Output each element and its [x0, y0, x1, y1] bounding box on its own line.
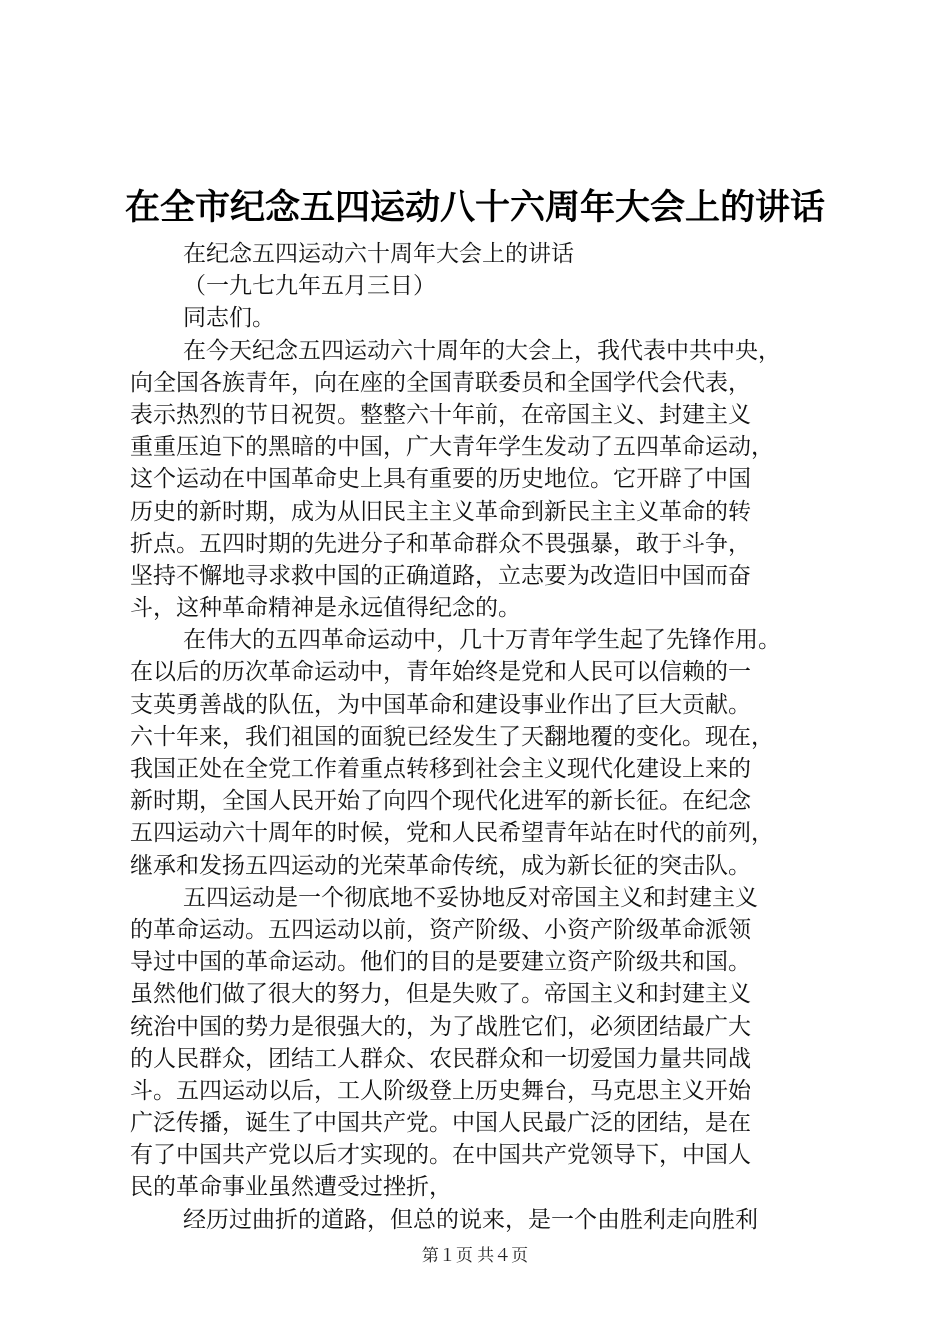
text-line: 我国正处在全党工作着重点转移到社会主义现代化建设上来的: [130, 756, 751, 782]
document-title: 在全市纪念五四运动八十六周年大会上的讲话: [124, 188, 825, 228]
text-line: 经历过曲折的道路，但总的说来，是一个由胜利走向胜利: [183, 1206, 758, 1233]
text-line: 的革命运动。五四运动以前，资产阶级、小资产阶级革命派领: [130, 916, 751, 943]
text-line: 在今天纪念五四运动六十周年的大会上，我代表中共中央，: [183, 337, 781, 364]
text-line: 的人民群众，团结工人群众、农民群众和一切爱国力量共同战: [130, 1045, 751, 1072]
text-line: 斗。五四运动以后，工人阶级登上历史舞台，马克思主义开始: [130, 1077, 751, 1104]
text-line: 有了中国共产党以后才实现的。在中国共产党领导下，中国人: [130, 1142, 751, 1169]
text-line: （一九七九年五月三日）: [183, 273, 436, 300]
text-line: 五四运动是一个彻底地不妥协地反对帝国主义和封建主义: [183, 884, 758, 911]
text-line: 坚持不懈地寻求救中国的正确道路，立志要为改造旧中国而奋: [130, 562, 751, 589]
text-line: 表示热烈的节日祝贺。整整六十年前，在帝国主义、封建主义: [130, 401, 751, 428]
text-line: 历史的新时期，成为从旧民主主义革命到新民主主义革命的转: [130, 498, 751, 525]
text-line: 向全国各族青年，向在座的全国青联委员和全国学代会代表，: [130, 369, 751, 396]
text-line: 在纪念五四运动六十周年大会上的讲话: [183, 241, 574, 267]
text-line: 统治中国的势力是很强大的，为了战胜它们，必须团结最广大: [130, 1013, 751, 1040]
text-line: 支英勇善战的队伍，为中国革命和建设事业作出了巨大贡献。: [130, 691, 751, 718]
text-line: 导过中国的革命运动。他们的目的是要建立资产阶级共和国。: [130, 949, 751, 976]
text-line: 虽然他们做了很大的努力，但是失败了。帝国主义和封建主义: [130, 981, 751, 1008]
text-line: 民的革命事业虽然遭受过挫折，: [130, 1174, 452, 1201]
text-line: 六十年来，我们祖国的面貌已经发生了天翻地覆的变化。现在，: [130, 723, 774, 750]
text-line: 斗，这种革命精神是永远值得纪念的。: [130, 595, 521, 622]
text-line: 在伟大的五四革命运动中，几十万青年学生起了先锋作用。: [183, 627, 781, 654]
page-footer: 第１页 共４页: [421, 1246, 529, 1265]
text-line: 在以后的历次革命运动中，青年始终是党和人民可以信赖的一: [130, 659, 751, 686]
text-line: 重重压迫下的黑暗的中国，广大青年学生发动了五四革命运动，: [130, 434, 774, 461]
text-line: 新时期，全国人民开始了向四个现代化进军的新长征。在纪念: [130, 788, 751, 815]
text-line: 广泛传播，诞生了中国共产党。中国人民最广泛的团结，是在: [130, 1110, 751, 1137]
text-line: 继承和发扬五四运动的光荣革命传统，成为新长征的突击队。: [130, 852, 751, 879]
document-body: [130, 238, 850, 1236]
text-line: 折点。五四时期的先进分子和革命群众不畏强暴，敢于斗争，: [130, 530, 751, 557]
text-line: 五四运动六十周年的时候，党和人民希望青年站在时代的前列，: [130, 820, 774, 847]
text-line: 这个运动在中国革命史上具有重要的历史地位。它开辟了中国: [130, 466, 751, 493]
text-line: 同志们。: [183, 305, 275, 332]
